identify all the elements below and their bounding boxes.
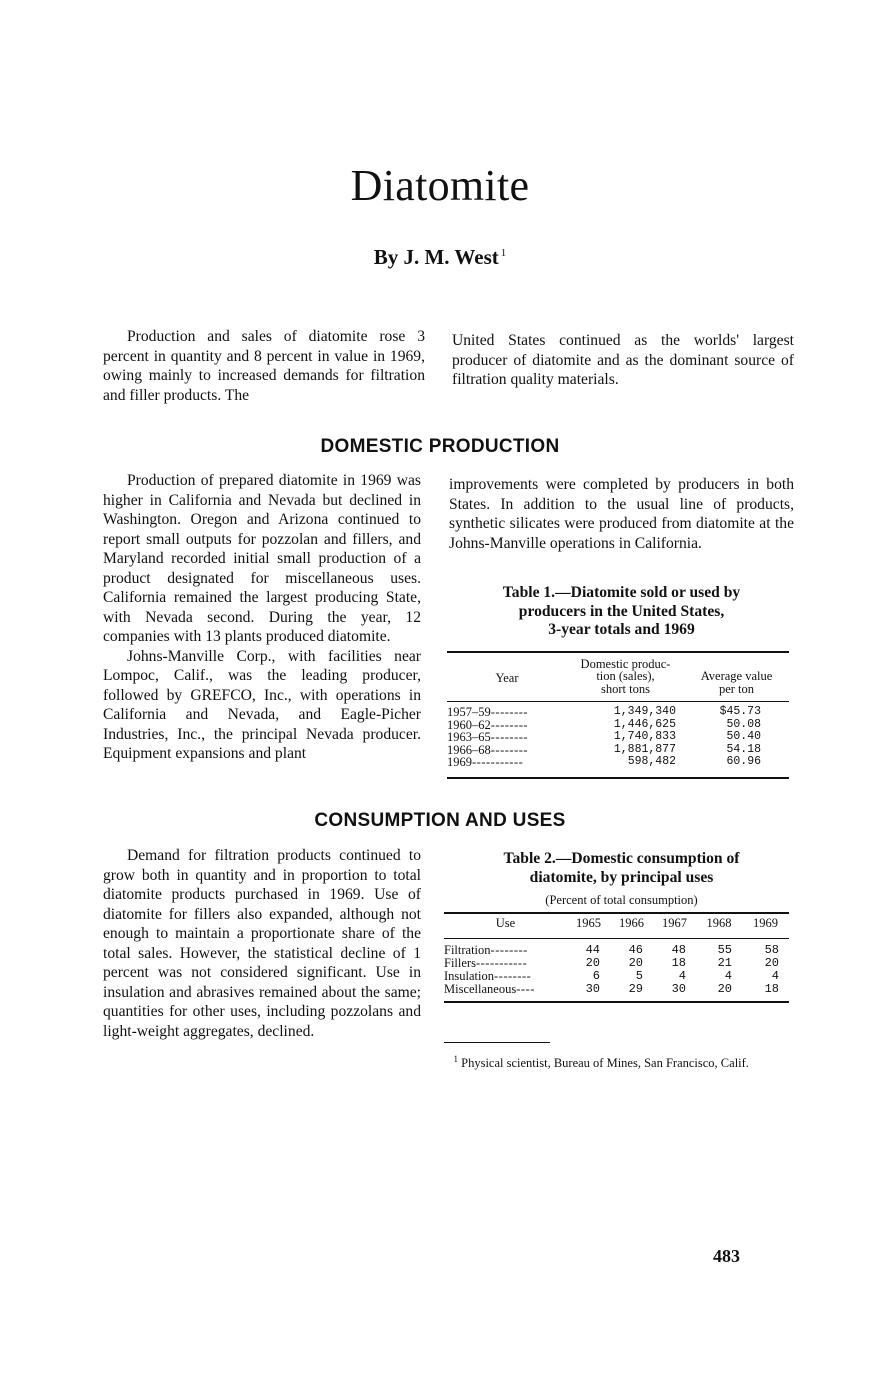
table1-cell-value: 50.40 xyxy=(726,730,761,743)
footnote xyxy=(444,1052,789,1072)
table2-caption-line: Table 2.—Domestic consumption of xyxy=(503,850,740,867)
table1-year-label: 1963–65 xyxy=(447,730,491,744)
table2 xyxy=(444,914,789,996)
table1-year-label: 1969 xyxy=(447,755,472,769)
footnote-text: Physical scientist, Bureau of Mines, San Francisco, Calif. xyxy=(461,1056,749,1071)
page-title: Diatomite xyxy=(350,161,530,210)
table1-header-value xyxy=(684,656,789,702)
table1-leader-dots: -------- xyxy=(490,742,529,757)
table1-cell-year xyxy=(447,756,567,769)
table2-cell-value: 4 xyxy=(771,969,779,983)
table1-cell-production: 1,881,877 xyxy=(613,742,676,756)
table2-cell-use xyxy=(444,983,567,996)
table2-cell-value: 30 xyxy=(671,982,686,996)
table2-cell-value: 4 xyxy=(724,969,732,983)
table2-cell-value: 20 xyxy=(717,982,732,996)
table1-year-label: 1957–59 xyxy=(447,705,491,719)
table1-leader-dots: -------- xyxy=(490,717,529,732)
table2-cell-value: 46 xyxy=(628,943,643,957)
table1-cell-production: 598,482 xyxy=(627,755,676,768)
domestic-left-column xyxy=(103,471,421,764)
table2-leader-dots: -------- xyxy=(494,969,532,983)
table1-leader-dots: ----------- xyxy=(472,755,524,769)
table2-cell-value: 48 xyxy=(671,943,686,957)
table2-leader-dots: -------- xyxy=(490,943,528,957)
table2-caption-line: diatomite, by principal uses xyxy=(529,868,714,886)
consumption-left-column xyxy=(103,846,421,1041)
table1-leader-dots: -------- xyxy=(490,730,529,744)
table2-cell-value: 20 xyxy=(585,956,600,970)
table2-row xyxy=(444,939,789,958)
table2-header-cell: 1968 xyxy=(706,916,732,930)
section-heading-consumption: CONSUMPTION AND USES xyxy=(314,810,566,831)
table1-cell-value: 54.18 xyxy=(726,742,761,756)
table1-top-rule xyxy=(447,651,789,653)
table2-cell-use xyxy=(444,939,567,958)
table1-header-row xyxy=(447,656,789,702)
table2-header-cell: 1965 xyxy=(576,916,601,930)
table2-cell-value: 20 xyxy=(628,956,643,970)
table2-cell-value: 18 xyxy=(764,982,779,996)
table1-caption-line: 3-year totals and 1969 xyxy=(548,621,695,638)
table2-header-cell: Use xyxy=(495,916,516,930)
section-heading-domestic-production: DOMESTIC PRODUCTION xyxy=(320,436,560,457)
table1-cell-value: 50.08 xyxy=(726,717,761,731)
table1-year-label: 1960–62 xyxy=(447,717,491,732)
table1-leader-dots: -------- xyxy=(490,705,529,719)
table2-cell-value: 6 xyxy=(592,969,600,983)
byline xyxy=(0,245,880,270)
table1-header-value-line: per ton xyxy=(718,681,755,696)
table2-use-label: Filtration xyxy=(444,943,491,957)
table1-header-production-line: tion (sales), xyxy=(596,669,655,683)
table2-row xyxy=(444,983,789,996)
table1-year-label: 1966–68 xyxy=(447,742,491,757)
table1-cell-value: 60.96 xyxy=(726,755,761,768)
table2-header-row xyxy=(444,914,789,939)
intro-left-column xyxy=(103,327,425,405)
table2-leader-dots: ----------- xyxy=(475,956,528,970)
table1-cell-production: 1,740,833 xyxy=(613,730,676,743)
byline-text: By J. M. West xyxy=(373,245,499,269)
table2-use-label: Insulation xyxy=(444,969,494,983)
table1-header-year: Year xyxy=(495,671,519,686)
table1-row xyxy=(447,756,789,769)
table2-cell-value: 44 xyxy=(585,943,600,957)
table2-use-label: Miscellaneous xyxy=(444,982,517,996)
footnote-rule xyxy=(444,1042,550,1043)
intro-paragraph-continued: United States continued as the worlds' largest producer of diatomite and as the dominant source of filtration quality materials. xyxy=(452,332,794,388)
byline-footnote-mark: 1 xyxy=(500,247,507,259)
table2-subtitle: (Percent of total consumption) xyxy=(545,893,698,907)
table2-cell-value: 29 xyxy=(628,982,643,996)
table2-cell-value: 18 xyxy=(671,956,686,970)
table1-caption xyxy=(449,584,794,640)
table1 xyxy=(447,656,789,769)
table1-row xyxy=(447,702,789,719)
domestic-paragraph-continued: improvements were completed by producers in both States. In addition to the usual line of products, synthetic silicates were produced from diatomite at the Johns-Manville operations in California. xyxy=(449,476,794,552)
page-number: 483 xyxy=(713,1246,740,1266)
table2-cell-value: 58 xyxy=(764,943,779,957)
table2-cell-value: 4 xyxy=(678,969,686,983)
table1-caption-line: producers in the United States, xyxy=(518,602,725,620)
domestic-paragraph-1: Production of prepared diatomite in 1969 was higher in California and Nevada but declined in Washington. Oregon and Arizona continued to report small outputs for pozzolan and fillers, and Maryland recorded initial small production of a product designated for miscellaneous uses. California remained the largest producing State, with Nevada second. During the year, 12 companies with 13 plants produced diatomite. xyxy=(103,472,421,645)
intro-right-column xyxy=(452,331,794,390)
table2-cell-value: 5 xyxy=(635,969,643,983)
table1-header-value-line: Average value xyxy=(700,669,773,683)
table1-cell-production: 1,349,340 xyxy=(613,705,676,718)
table2-cell-value: 21 xyxy=(717,956,732,970)
table2-cell-value: 55 xyxy=(717,943,732,957)
table1-caption-line: Table 1.—Diatomite sold or used by xyxy=(502,584,741,601)
table2-bottom-rule xyxy=(444,1001,789,1003)
table2-header-cell: 1967 xyxy=(662,916,687,930)
table2-use-label: Fillers xyxy=(444,956,476,970)
table1-header-production-line: short tons xyxy=(601,681,650,696)
table1-cell-production: 1,446,625 xyxy=(613,717,676,731)
table1-header-production xyxy=(567,656,684,702)
domestic-right-column xyxy=(449,475,794,553)
table1-header-production-line: Domestic produc- xyxy=(580,656,671,671)
table2-cell-value: 20 xyxy=(764,956,779,970)
table2-header-cell: 1969 xyxy=(753,916,778,930)
table2-cell-value: 30 xyxy=(585,982,600,996)
consumption-paragraph-1: Demand for filtration products continued to grow both in quantity and in proportion to total diatomite products purchased in 1969. Use of diatomite for fillers also expanded, although not enough to maintain a proportionate share of the total sales. However, the statistical decline of 1 percent was not considered significant. Use in insulation and abrasives remained about the same; quantities for other uses, including pozzolans and light-weight aggregates, declined. xyxy=(103,847,421,1040)
table1-cell-value: $45.73 xyxy=(719,705,761,718)
table2-leader-dots: ---- xyxy=(516,982,535,996)
table1-cell-year xyxy=(447,702,567,719)
table2-caption xyxy=(449,850,794,887)
intro-paragraph: Production and sales of diatomite rose 3 percent in quantity and 8 percent in value in 1969, owing mainly to increased demands for filtration and filler products. The xyxy=(103,328,425,404)
footnote-mark: 1 xyxy=(453,1054,458,1064)
domestic-paragraph-2: Johns-Manville Corp., with facilities near Lompoc, Calif., was the leading producer, followed by GREFCO, Inc., with operations in California and Nevada, and Eagle-Picher Industries, Inc., the principal Nevada producer. Equipment expansions and plant xyxy=(103,647,421,762)
table1-bottom-rule xyxy=(447,777,789,779)
table2-header-cell: 1966 xyxy=(619,916,644,930)
